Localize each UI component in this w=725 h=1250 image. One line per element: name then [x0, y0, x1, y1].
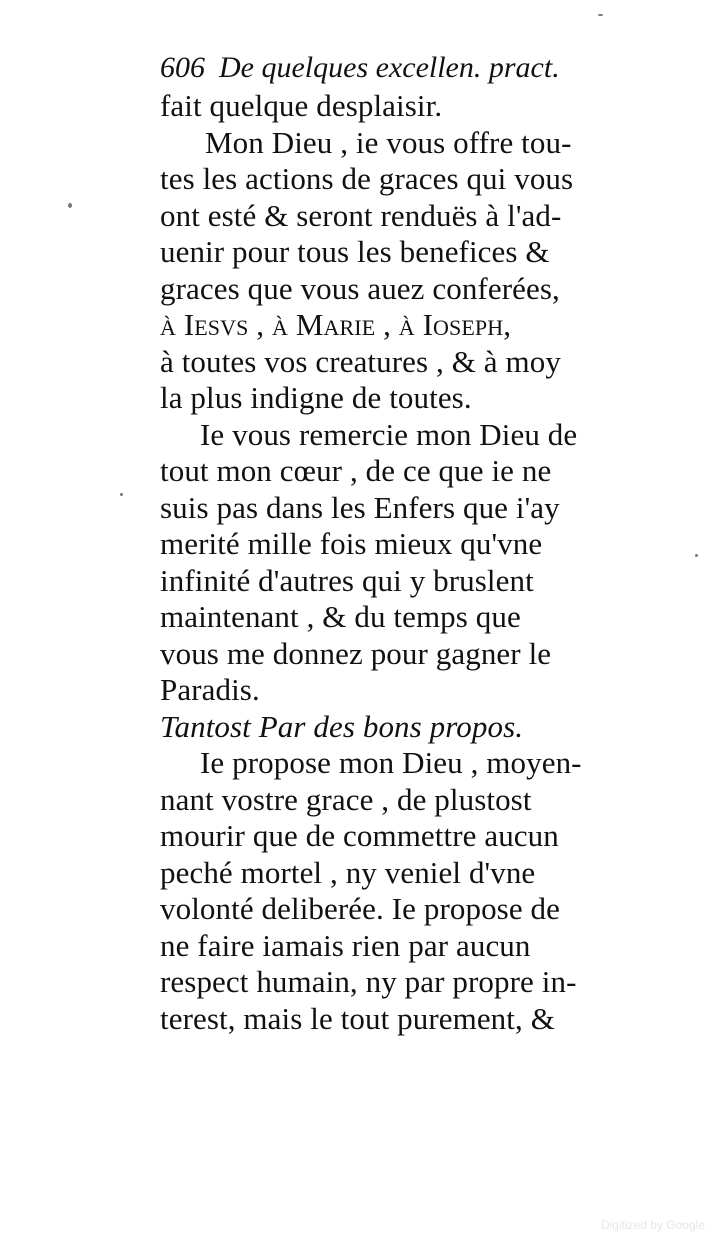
- text-line: ont esté & seront renduës à l'ad-: [160, 197, 562, 233]
- text-line: graces que vous auez conferées,: [160, 270, 560, 306]
- text-line: uenir pour tous les benefices &: [160, 234, 550, 269]
- ink-speck: [695, 554, 698, 557]
- text-line: merité mille fois mieux qu'vne: [160, 526, 543, 561]
- ink-speck: [598, 14, 603, 16]
- text-line: mourir que de commettre aucun: [160, 818, 559, 853]
- page-number: 606: [160, 51, 205, 84]
- text-line: peché mortel , ny veniel d'vne: [160, 854, 536, 890]
- text-line: ne faire iamais rien par aucun: [160, 927, 531, 963]
- text-line: volonté deliberée. Ie propose de: [160, 891, 561, 926]
- text-line: suis pas dans les Enfers que i'ay: [160, 489, 560, 525]
- text-line: nant vostre grace , de plustost: [160, 781, 532, 817]
- text-line: à toutes vos creatures , & à moy: [160, 343, 561, 379]
- text-line: à Iesvs , à Marie , à Ioseph,: [160, 307, 512, 342]
- text-line: vous me donnez pour gagner le: [160, 635, 552, 671]
- running-title: De quelques excellen. pract.: [219, 51, 560, 84]
- text-line: maintenant , & du temps que: [160, 599, 521, 634]
- page-text: [160, 48, 660, 1037]
- ink-speck: [120, 493, 123, 496]
- text-line: tout mon cœur , de ce que ie ne: [160, 453, 552, 488]
- text-line: fait quelque desplaisir.: [160, 88, 443, 123]
- ink-speck: [68, 203, 72, 208]
- text-line: tes les actions de graces qui vous: [160, 161, 574, 196]
- section-heading: Tantost Par des bons propos.: [160, 708, 524, 744]
- text-line: la plus indigne de toutes.: [160, 380, 472, 415]
- digitization-watermark: Digitized by Google: [600, 1218, 705, 1232]
- text-line: Paradis.: [160, 672, 260, 707]
- text-line: infinité d'autres qui y bruslent: [160, 562, 534, 598]
- text-line: Ie propose mon Dieu , moyen-: [200, 745, 582, 780]
- text-line: Mon Dieu , ie vous offre tou-: [205, 124, 572, 160]
- text-line: terest, mais le tout purement, &: [160, 1000, 555, 1036]
- running-header: [160, 48, 660, 88]
- text-line: respect humain, ny par propre in-: [160, 964, 577, 999]
- text-line: Ie vous remercie mon Dieu de: [200, 416, 578, 452]
